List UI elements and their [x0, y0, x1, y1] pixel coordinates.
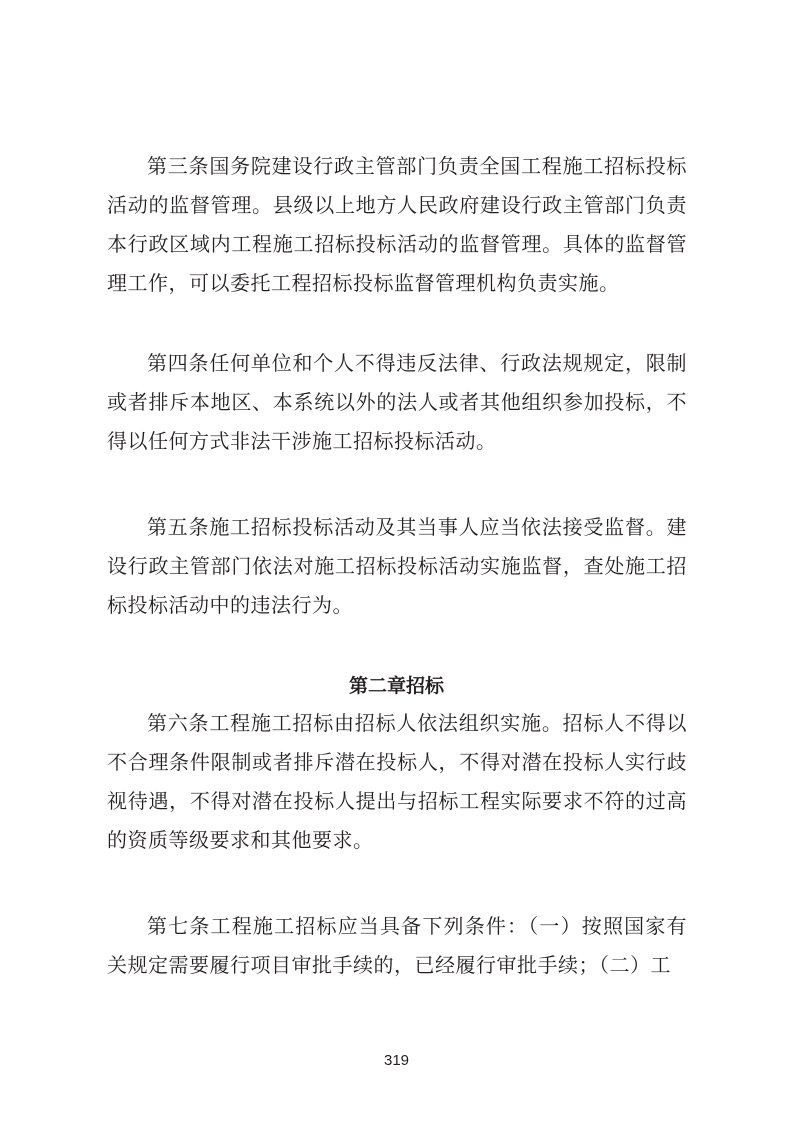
- article-7-paragraph: 第七条工程施工招标应当具备下列条件：（一）按照国家有关规定需要履行项目审批手续的，已经履行审批手续；（二）工: [107, 914, 687, 977]
- article-6-paragraph: 第六条工程施工招标由招标人依法组织实施。招标人不得以不合理条件限制或者排斥潜在投标人，不得对潜在投标人实行歧视待遇，不得对潜在投标人提出与招标工程实际要求不符的过高的资质等级要求和其他要求。: [107, 711, 687, 852]
- article-4-paragraph: 第四条任何单位和个人不得违反法律、行政法规规定，限制或者排斥本地区、本系统以外的法人或者其他组织参加投标，不得以任何方式非法干涉施工招标投标活动。: [107, 351, 687, 453]
- chapter-heading: 第二章招标: [348, 675, 444, 697]
- article-3-paragraph: 第三条国务院建设行政主管部门负责全国工程施工招标投标活动的监督管理。县级以上地方人民政府建设行政主管部门负责本行政区域内工程施工招标投标活动的监督管理。具体的监督管理工作，可以委托工程招标投标监督管理机构负责实施。: [107, 154, 687, 295]
- article-5-paragraph: 第五条施工招标投标活动及其当事人应当依法接受监督。建设行政主管部门依法对施工招标投标活动实施监督，查处施工招标投标活动中的违法行为。: [107, 515, 687, 617]
- page-number: 319: [383, 1052, 410, 1069]
